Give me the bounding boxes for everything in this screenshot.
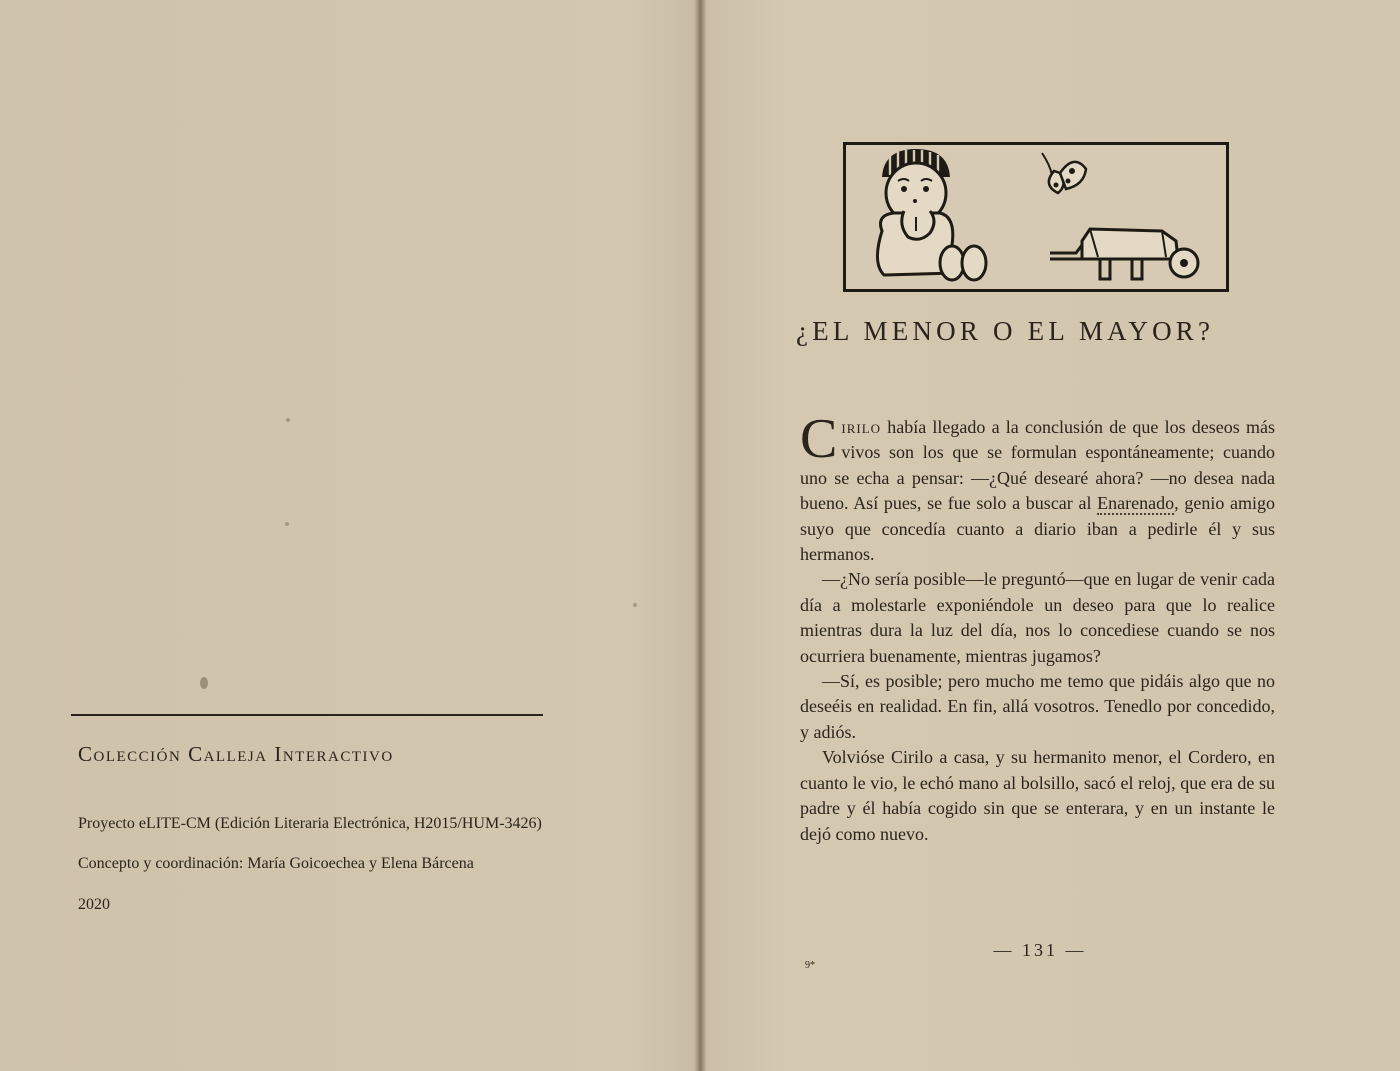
paper-speck [286,418,290,422]
chapter-illustration [843,142,1229,292]
glossary-term-enarenado[interactable]: Enarenado [1097,493,1175,514]
paragraph-1-text-a: había llegado a la conclusión de que los deseos más vivos son los que se formulan espontáneamente; cuando uno se echa a pensar: —¿Qué desearé ahora? —no desea nada bueno. Así pues, se fue solo a buscar al [800,417,1275,514]
drop-cap: C [800,408,838,470]
paper-speck [285,522,289,526]
child-butterfly-wheelbarrow-icon [846,145,1226,289]
collection-title: Colección Calleja Interactivo [78,742,394,766]
paper-speck [633,603,637,607]
paragraph-2: —¿No sería posible—le preguntó—que en lugar de venir cada día a molestarle exponiéndole un deseo para que lo realice mientras dura la luz del día, nos lo concediese cuando se nos ocurriera buenamente, mientras jugamos? [800,569,1275,666]
imprint-divider [71,714,543,716]
publication-year: 2020 [78,896,110,913]
project-line: Proyecto eLITE-CM (Edición Literaria Electrónica, H2015/HUM-3426) [78,815,542,832]
coordination-line: Concepto y coordinación: María Goicoechea y Elena Bárcena [78,855,474,872]
right-page [700,0,1400,1071]
paragraph-4: Volvióse Cirilo a casa, y su hermanito menor, el Cordero, en cuanto le vio, le echó mano al bolsillo, sacó el reloj, que era de su padre y él había cogido sin que se enterara, y en un instante le dejó como nuevo. [800,747,1275,844]
chapter-body [800,408,1276,847]
page-number: — 131 — [993,940,1087,960]
paragraph-3: —Sí, es posible; pero mucho me temo que pidáis algo que no deseéis en realidad. En fin, allá vosotros. Tenedlo por concedido, y adiós. [800,671,1275,742]
signature-mark: 9* [805,960,815,971]
chapter-title: ¿EL MENOR O EL MAYOR? [796,316,1215,346]
paragraph-1 [800,408,1276,567]
paper-speck [200,677,208,689]
paragraph-1-text-b: , genio amigo suyo que concedía cuanto a diario iban a pedirle él y sus hermanos. [800,493,1276,565]
opening-word: irilo [841,417,882,437]
